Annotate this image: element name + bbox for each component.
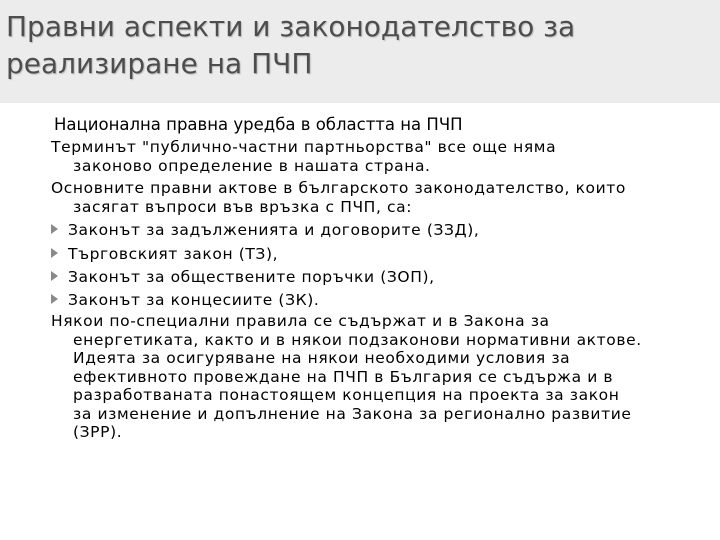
paragraph-3-line-6: за изменение и допълнение на Закона за регионално развитие bbox=[73, 404, 632, 423]
paragraph-3-line-5: разработваната понастоящем концепция на проекта за закон bbox=[73, 386, 620, 404]
triangle-right-icon bbox=[51, 224, 58, 234]
slide-title bbox=[6, 8, 706, 82]
slide-title-line-2: реализиране на ПЧП bbox=[6, 47, 313, 80]
paragraph-3-line-4: ефективното провеждане на ПЧП в България се съдържа и в bbox=[73, 367, 614, 386]
triangle-right-icon bbox=[51, 271, 58, 281]
paragraph-1 bbox=[51, 138, 701, 175]
bullet-item-zop bbox=[51, 268, 435, 287]
section-heading: Национална правна уредба в областта на ПЧП bbox=[54, 115, 463, 134]
bullet-item-tz bbox=[51, 245, 278, 264]
paragraph-1-line-1: Терминът "публично-частни партньорства" все още няма bbox=[51, 138, 557, 156]
paragraph-3-line-2: енергетиката, както и в някои подзаконови нормативни актове. bbox=[73, 330, 642, 349]
slide-title-line-1: Правни аспекти и законодателство за bbox=[6, 10, 576, 43]
paragraph-2-line-1: Основните правни актове в българското законодателство, които bbox=[51, 179, 626, 197]
bullet-text: Законът за задълженията и договорите (ЗЗД), bbox=[68, 221, 480, 239]
paragraph-3-line-7: (ЗРР). bbox=[73, 423, 123, 441]
paragraph-3 bbox=[51, 312, 701, 442]
bullet-item-zk bbox=[51, 291, 319, 310]
triangle-right-icon bbox=[51, 248, 58, 258]
bullet-text: Законът за обществените поръчки (ЗОП), bbox=[68, 268, 435, 286]
paragraph-3-line-1: Някои по-специални правила се съдържат и в Закона за bbox=[51, 312, 550, 330]
bullet-text: Търговският закон (ТЗ), bbox=[68, 245, 279, 263]
paragraph-3-line-3: Идеята за осигуряване на някои необходими условия за bbox=[73, 349, 571, 367]
paragraph-2-line-2: засягат въпроси във връзка с ПЧП, са: bbox=[73, 197, 413, 216]
bullet-text: Законът за концесиите (ЗК). bbox=[68, 291, 320, 309]
triangle-right-icon bbox=[51, 294, 58, 304]
paragraph-2 bbox=[51, 179, 701, 216]
bullet-item-zzd bbox=[51, 221, 479, 240]
paragraph-1-line-2: законово определение в нашата страна. bbox=[73, 156, 431, 175]
